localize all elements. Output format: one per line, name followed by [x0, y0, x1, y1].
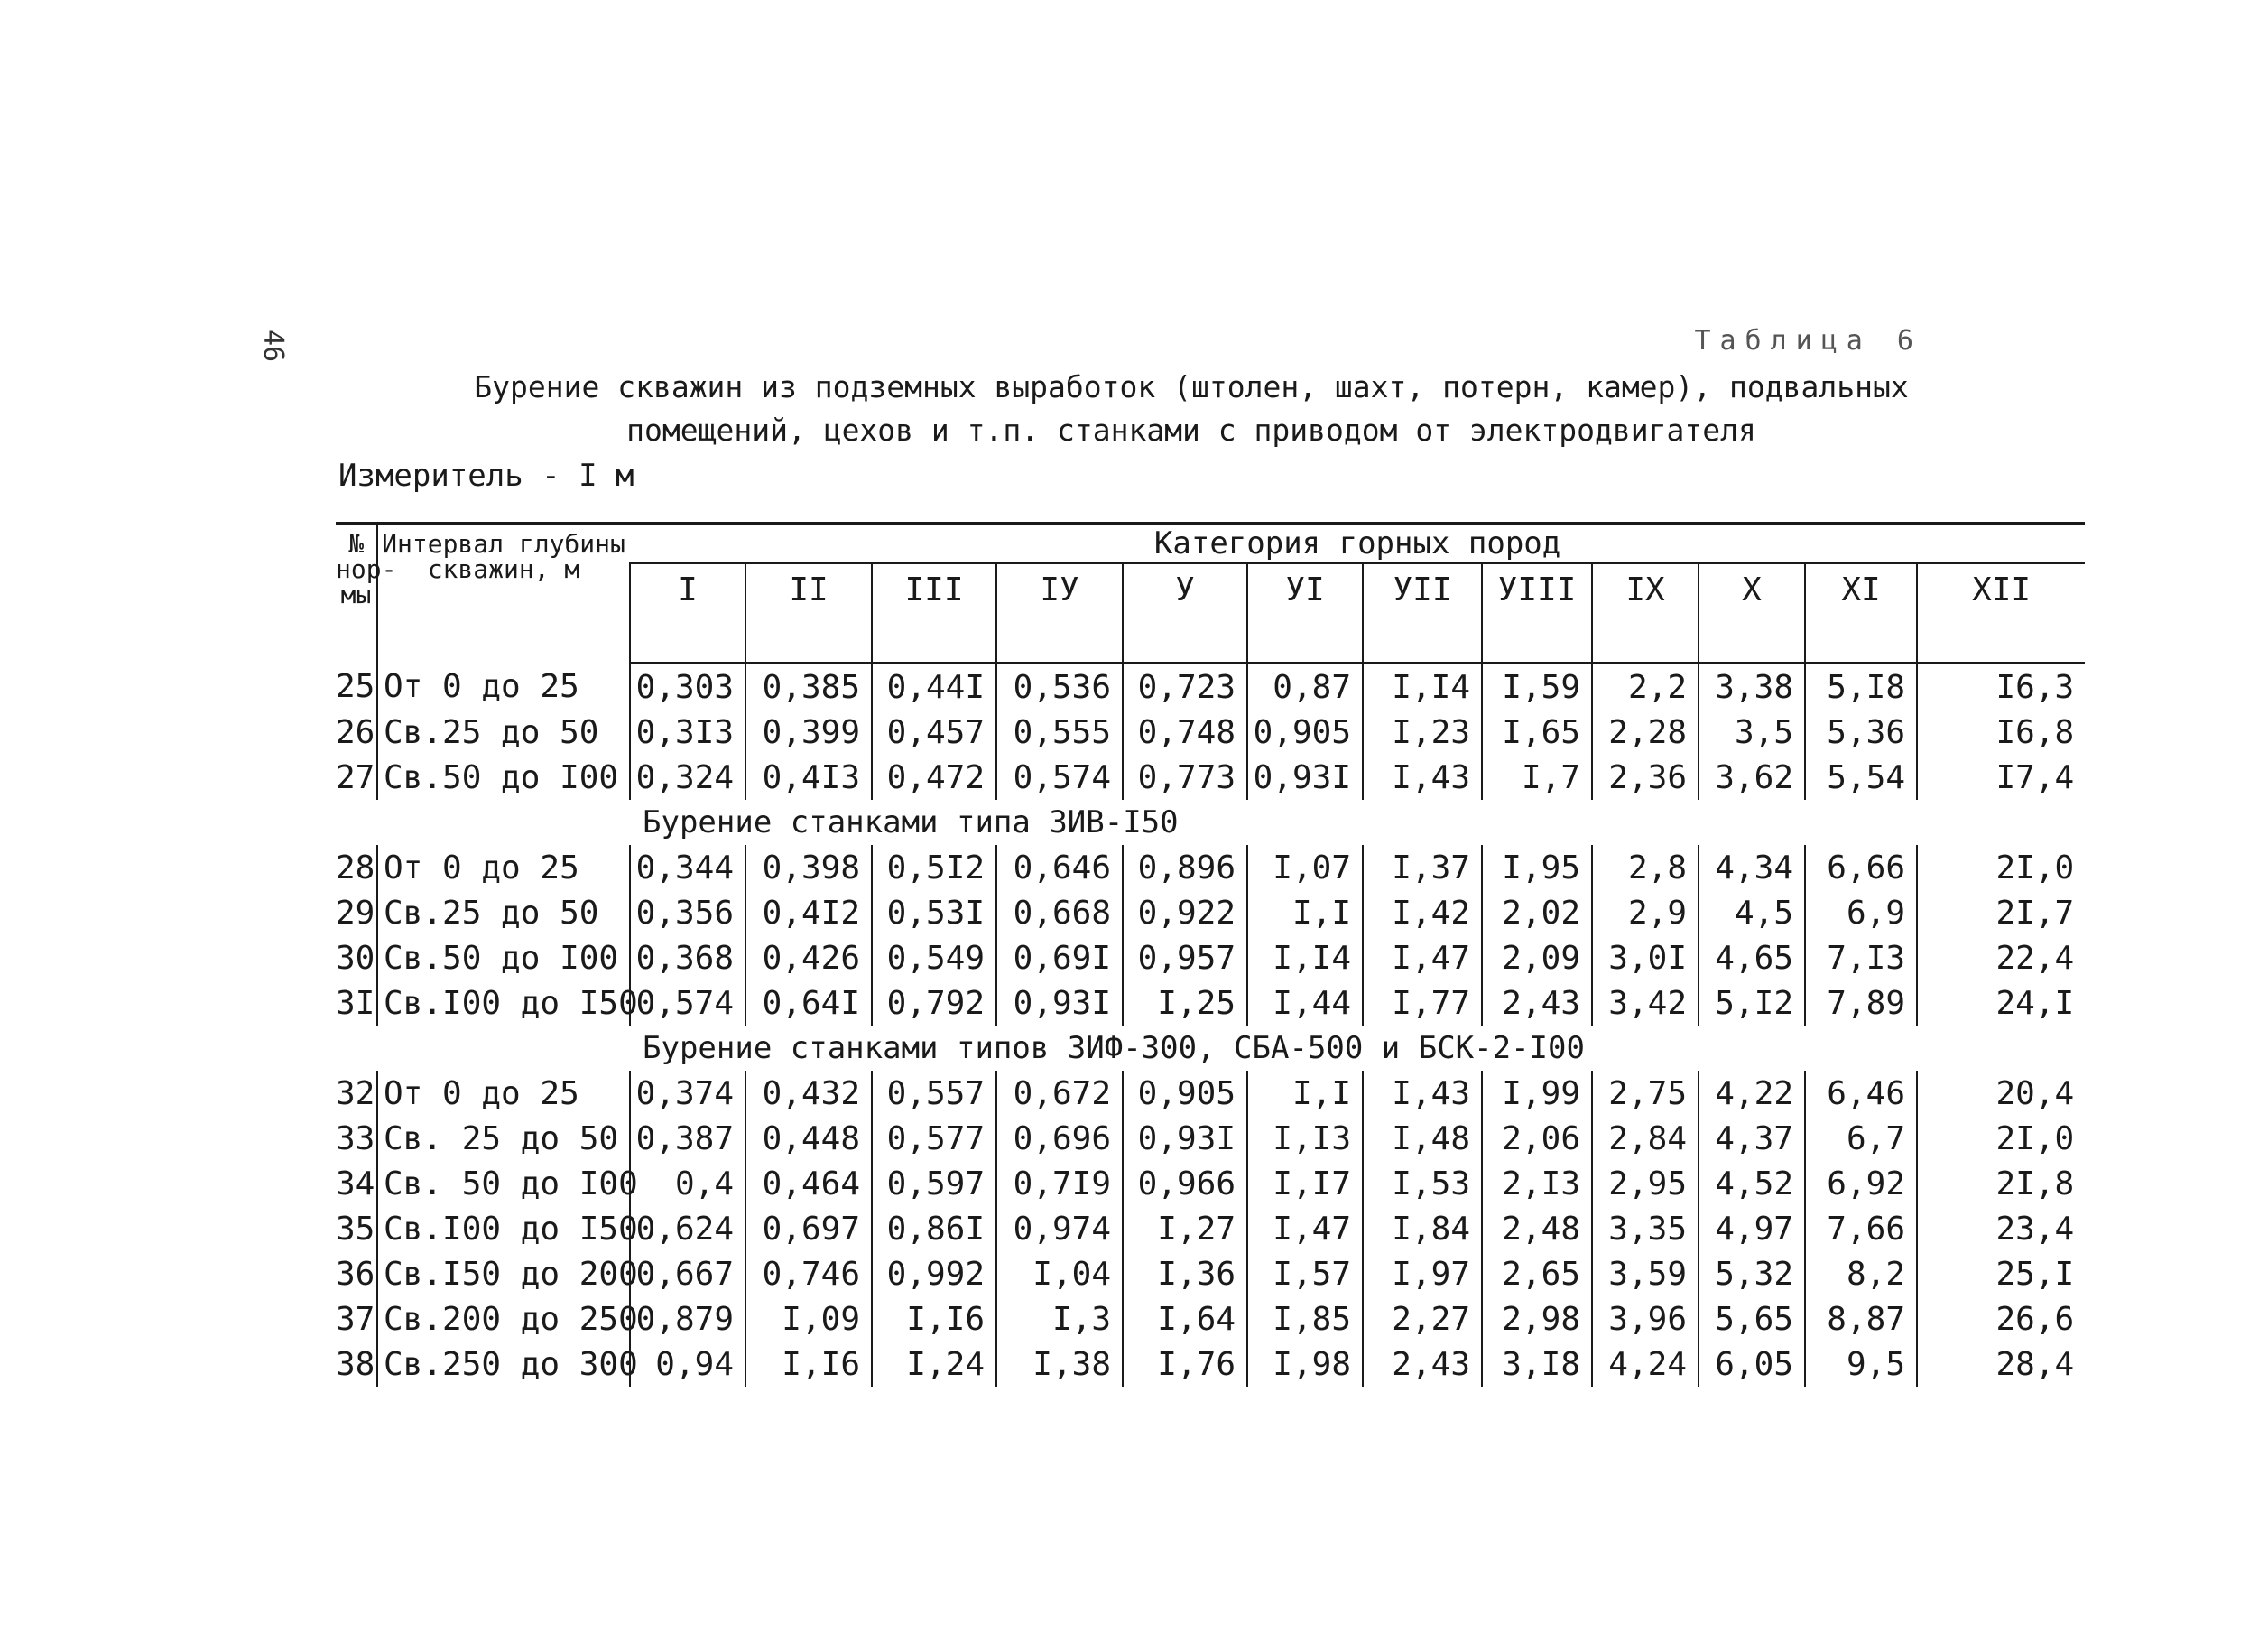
header-category: IУ [996, 563, 1123, 664]
norm-number: 27 [336, 758, 375, 796]
norm-value: I7,4 [1917, 755, 2085, 800]
norm-number: 38 [336, 1345, 375, 1383]
section-heading-row [336, 1026, 2085, 1071]
norm-value: 0,324 [630, 755, 745, 800]
norm-number: 35 [336, 1210, 375, 1248]
title-line-1: Бурение скважин из подземных выработок (штолен, шахт, потерн, камер), подвальных [474, 369, 1909, 404]
header-category: УI [1247, 563, 1363, 664]
norm-value: 0,385 [745, 664, 872, 710]
norm-value: 0,4 [630, 1161, 745, 1206]
norm-value: I,23 [1363, 710, 1482, 755]
norm-value: 25,I [1917, 1251, 2085, 1296]
norm-value: I,64 [1123, 1296, 1247, 1342]
title-line-2: помещений, цехов и т.п. станками с приводом от электродвигателя [626, 413, 1756, 448]
norm-value: 0,574 [996, 755, 1123, 800]
norm-value: 0,472 [872, 755, 996, 800]
header-number: № нор- мы [336, 529, 397, 609]
norm-value: 2,I3 [1482, 1161, 1592, 1206]
norm-value: 4,22 [1699, 1071, 1805, 1116]
norm-value: I,97 [1363, 1251, 1482, 1296]
norm-value: 0,87 [1247, 664, 1363, 710]
norm-value: 3,I8 [1482, 1342, 1592, 1387]
norm-value: 0,668 [996, 890, 1123, 935]
norm-value: 5,36 [1805, 710, 1917, 755]
norm-value: 24,I [1917, 980, 2085, 1026]
table-row [336, 1206, 2085, 1251]
norm-value: 0,974 [996, 1206, 1123, 1251]
norm-value: 0,966 [1123, 1161, 1247, 1206]
header-category: УII [1363, 563, 1482, 664]
norm-value: 2,84 [1592, 1116, 1699, 1161]
norm-value: I,76 [1123, 1342, 1247, 1387]
norm-value: 7,I3 [1805, 935, 1917, 980]
norm-value: 0,344 [630, 845, 745, 890]
section-heading: Бурение станками типа ЗИВ-I50 [643, 804, 1179, 840]
norm-value: 3,96 [1592, 1296, 1699, 1342]
table-row [336, 1342, 2085, 1387]
norm-value: I,44 [1247, 980, 1363, 1026]
norm-value: I,53 [1363, 1161, 1482, 1206]
norm-value: 3,0I [1592, 935, 1699, 980]
norm-value: 2,48 [1482, 1206, 1592, 1251]
norm-number: 32 [336, 1074, 375, 1112]
table-row [336, 1071, 2085, 1116]
norm-value: I,57 [1247, 1251, 1363, 1296]
depth-interval: Св.50 до I00 [377, 755, 630, 800]
norm-number: 37 [336, 1300, 375, 1338]
norm-value: 4,34 [1699, 845, 1805, 890]
norm-value: 6,46 [1805, 1071, 1917, 1116]
norm-value: 6,9 [1805, 890, 1917, 935]
norm-value: 0,356 [630, 890, 745, 935]
norms-table [336, 522, 2085, 1387]
norm-value: 0,69I [996, 935, 1123, 980]
norm-value: 0,464 [745, 1161, 872, 1206]
header-interval: Интервал глубины скважин, м [377, 524, 630, 664]
header-category: УIII [1482, 563, 1592, 664]
norm-value: 0,5I2 [872, 845, 996, 890]
norm-value: 2,36 [1592, 755, 1699, 800]
table-row [336, 1161, 2085, 1206]
norm-value: I,37 [1363, 845, 1482, 890]
norm-value: 6,92 [1805, 1161, 1917, 1206]
section-heading: Бурение станками типов ЗИФ-300, СБА-500 и БСК-2-I00 [643, 1030, 1585, 1066]
depth-interval: Св.I00 до I50 [377, 980, 630, 1026]
table-row [336, 1251, 2085, 1296]
norm-value: 5,I2 [1699, 980, 1805, 1026]
norm-value: I,I4 [1247, 935, 1363, 980]
norm-value: 0,86I [872, 1206, 996, 1251]
header-category: XII [1917, 563, 2085, 664]
norm-value: 2,75 [1592, 1071, 1699, 1116]
norm-value: I,99 [1482, 1071, 1592, 1116]
norm-value: 2I,0 [1917, 845, 2085, 890]
header-category: IX [1592, 563, 1699, 664]
table-row [336, 1116, 2085, 1161]
norm-value: 2,28 [1592, 710, 1699, 755]
norm-value: 4,97 [1699, 1206, 1805, 1251]
norm-value: 2,95 [1592, 1161, 1699, 1206]
depth-interval: Св.I00 до I50 [377, 1206, 630, 1251]
depth-interval: Св.250 до 300 [377, 1342, 630, 1387]
norm-value: 0,992 [872, 1251, 996, 1296]
norm-number: 25 [336, 667, 375, 705]
table-body [336, 664, 2085, 1388]
depth-interval: Св.50 до I00 [377, 935, 630, 980]
norm-number: 34 [336, 1165, 375, 1202]
header-category: У [1123, 563, 1247, 664]
norm-value: 4,5 [1699, 890, 1805, 935]
norm-value: 4,52 [1699, 1161, 1805, 1206]
norm-value: 0,64I [745, 980, 872, 1026]
norm-value: I,59 [1482, 664, 1592, 710]
norm-value: 0,387 [630, 1116, 745, 1161]
norm-value: 22,4 [1917, 935, 2085, 980]
norm-value: 0,624 [630, 1206, 745, 1251]
header-category: XI [1805, 563, 1917, 664]
norm-value: 0,792 [872, 980, 996, 1026]
norm-value: 3,35 [1592, 1206, 1699, 1251]
norm-value: 2,43 [1363, 1342, 1482, 1387]
table-row [336, 710, 2085, 755]
norm-value: 2,43 [1482, 980, 1592, 1026]
norm-value: 6,05 [1699, 1342, 1805, 1387]
norm-value: 2,98 [1482, 1296, 1592, 1342]
section-heading-row [336, 800, 2085, 845]
norm-value: 0,303 [630, 664, 745, 710]
table-title [424, 366, 1958, 452]
norm-value: 4,24 [1592, 1342, 1699, 1387]
norm-value: 7,66 [1805, 1206, 1917, 1251]
norm-number: 36 [336, 1255, 375, 1293]
norm-value: 2,27 [1363, 1296, 1482, 1342]
norm-value: I,43 [1363, 755, 1482, 800]
norm-value: I6,8 [1917, 710, 2085, 755]
norm-value: 2,06 [1482, 1116, 1592, 1161]
depth-interval: Св.25 до 50 [377, 890, 630, 935]
norm-value: 0,557 [872, 1071, 996, 1116]
norm-value: 28,4 [1917, 1342, 2085, 1387]
norm-value: 6,66 [1805, 845, 1917, 890]
norm-value: 0,667 [630, 1251, 745, 1296]
norm-value: 0,555 [996, 710, 1123, 755]
norm-value: 3,38 [1699, 664, 1805, 710]
header-category: II [745, 563, 872, 664]
table-row [336, 845, 2085, 890]
depth-interval: От 0 до 25 [377, 1071, 630, 1116]
norm-value: 2,9 [1592, 890, 1699, 935]
norm-value: 0,646 [996, 845, 1123, 890]
norm-value: 3,42 [1592, 980, 1699, 1026]
norm-value: I,I4 [1363, 664, 1482, 710]
header-category: I [630, 563, 745, 664]
norm-value: I,27 [1123, 1206, 1247, 1251]
depth-interval: От 0 до 25 [377, 664, 630, 710]
norm-value: 0,697 [745, 1206, 872, 1251]
norm-value: 0,432 [745, 1071, 872, 1116]
table-row [336, 935, 2085, 980]
norm-value: 5,54 [1805, 755, 1917, 800]
norm-value: 0,53I [872, 890, 996, 935]
norm-value: 0,577 [872, 1116, 996, 1161]
norm-value: 2,02 [1482, 890, 1592, 935]
norm-number: 33 [336, 1119, 375, 1157]
norm-value: 23,4 [1917, 1206, 2085, 1251]
norm-value: 0,399 [745, 710, 872, 755]
norm-value: I,25 [1123, 980, 1247, 1026]
norm-value: 2I,7 [1917, 890, 2085, 935]
table-row [336, 980, 2085, 1026]
norm-number: 26 [336, 713, 375, 751]
norm-value: I,I3 [1247, 1116, 1363, 1161]
header-categories-title: Категория горных пород [630, 524, 2085, 564]
norm-value: 8,87 [1805, 1296, 1917, 1342]
norm-value: 0,896 [1123, 845, 1247, 890]
table-header [336, 524, 2085, 664]
norm-value: I,04 [996, 1251, 1123, 1296]
norm-value: 0,368 [630, 935, 745, 980]
norm-value: 0,448 [745, 1116, 872, 1161]
norm-value: 0,4I3 [745, 755, 872, 800]
norm-value: I,7 [1482, 755, 1592, 800]
norm-value: 2,8 [1592, 845, 1699, 890]
norm-value: I,I [1247, 1071, 1363, 1116]
norm-value: 0,7I9 [996, 1161, 1123, 1206]
norm-value: 0,3I3 [630, 710, 745, 755]
norm-value: 0,672 [996, 1071, 1123, 1116]
norm-value: 0,597 [872, 1161, 996, 1206]
norm-value: 0,922 [1123, 890, 1247, 935]
norm-value: 9,5 [1805, 1342, 1917, 1387]
table-label: Таблица 6 [1694, 325, 1922, 357]
norm-value: 2,2 [1592, 664, 1699, 710]
norm-value: I,38 [996, 1342, 1123, 1387]
norm-value: I6,3 [1917, 664, 2085, 710]
norm-value: 0,93I [996, 980, 1123, 1026]
norm-value: I,09 [745, 1296, 872, 1342]
norm-value: I,84 [1363, 1206, 1482, 1251]
norm-value: 0,723 [1123, 664, 1247, 710]
norm-value: 0,93I [1123, 1116, 1247, 1161]
norm-value: 20,4 [1917, 1071, 2085, 1116]
norm-value: I,48 [1363, 1116, 1482, 1161]
norm-value: I,95 [1482, 845, 1592, 890]
norm-value: I,I7 [1247, 1161, 1363, 1206]
norm-value: 0,574 [630, 980, 745, 1026]
norm-value: 0,748 [1123, 710, 1247, 755]
norm-value: 8,2 [1805, 1251, 1917, 1296]
table-row [336, 664, 2085, 710]
depth-interval: От 0 до 25 [377, 845, 630, 890]
norm-value: 0,549 [872, 935, 996, 980]
norm-value: 0,44I [872, 664, 996, 710]
norm-value: 0,879 [630, 1296, 745, 1342]
norm-value: 3,59 [1592, 1251, 1699, 1296]
norm-number: 3I [336, 984, 375, 1022]
norm-value: 6,7 [1805, 1116, 1917, 1161]
norm-value: 0,696 [996, 1116, 1123, 1161]
norm-value: 0,905 [1247, 710, 1363, 755]
table-row [336, 890, 2085, 935]
depth-interval: Св.I50 до 200 [377, 1251, 630, 1296]
norm-value: 0,457 [872, 710, 996, 755]
norm-number: 30 [336, 939, 375, 977]
norm-value: 0,957 [1123, 935, 1247, 980]
norm-value: 0,374 [630, 1071, 745, 1116]
norm-value: I,36 [1123, 1251, 1247, 1296]
page-number: 46 [257, 330, 289, 363]
norm-value: 4,37 [1699, 1116, 1805, 1161]
norm-value: 2,65 [1482, 1251, 1592, 1296]
norm-value: 26,6 [1917, 1296, 2085, 1342]
norm-value: 0,426 [745, 935, 872, 980]
norm-value: 0,746 [745, 1251, 872, 1296]
norm-value: I,I6 [745, 1342, 872, 1387]
norm-value: 0,536 [996, 664, 1123, 710]
norm-value: 2I,8 [1917, 1161, 2085, 1206]
norm-value: 0,94 [630, 1342, 745, 1387]
depth-interval: Св. 50 до I00 [377, 1161, 630, 1206]
norm-value: 2I,0 [1917, 1116, 2085, 1161]
norm-value: 0,905 [1123, 1071, 1247, 1116]
norm-number: 29 [336, 894, 375, 932]
norm-value: I,I [1247, 890, 1363, 935]
norm-value: I,24 [872, 1342, 996, 1387]
norm-value: 5,I8 [1805, 664, 1917, 710]
norm-number: 28 [336, 849, 375, 887]
header-category: III [872, 563, 996, 664]
norm-value: 4,65 [1699, 935, 1805, 980]
norm-value: I,07 [1247, 845, 1363, 890]
table-row [336, 1296, 2085, 1342]
norm-value: I,85 [1247, 1296, 1363, 1342]
norm-value: I,47 [1363, 935, 1482, 980]
norm-value: 0,773 [1123, 755, 1247, 800]
norm-value: 0,398 [745, 845, 872, 890]
depth-interval: Св. 25 до 50 [377, 1116, 630, 1161]
depth-interval: Св.200 до 250 [377, 1296, 630, 1342]
norm-value: I,98 [1247, 1342, 1363, 1387]
norm-value: 0,4I2 [745, 890, 872, 935]
norm-value: 3,62 [1699, 755, 1805, 800]
norm-value: 5,32 [1699, 1251, 1805, 1296]
norm-value: 3,5 [1699, 710, 1805, 755]
table-row [336, 755, 2085, 800]
header-category: X [1699, 563, 1805, 664]
norm-value: I,65 [1482, 710, 1592, 755]
norm-value: I,77 [1363, 980, 1482, 1026]
norm-value: 2,09 [1482, 935, 1592, 980]
norm-value: I,47 [1247, 1206, 1363, 1251]
norm-value: I,43 [1363, 1071, 1482, 1116]
norm-value: 7,89 [1805, 980, 1917, 1026]
norm-value: 0,93I [1247, 755, 1363, 800]
norm-value: I,3 [996, 1296, 1123, 1342]
norm-value: I,42 [1363, 890, 1482, 935]
norm-value: 5,65 [1699, 1296, 1805, 1342]
unit-label: Измеритель - I м [338, 458, 634, 494]
depth-interval: Св.25 до 50 [377, 710, 630, 755]
norm-value: I,I6 [872, 1296, 996, 1342]
